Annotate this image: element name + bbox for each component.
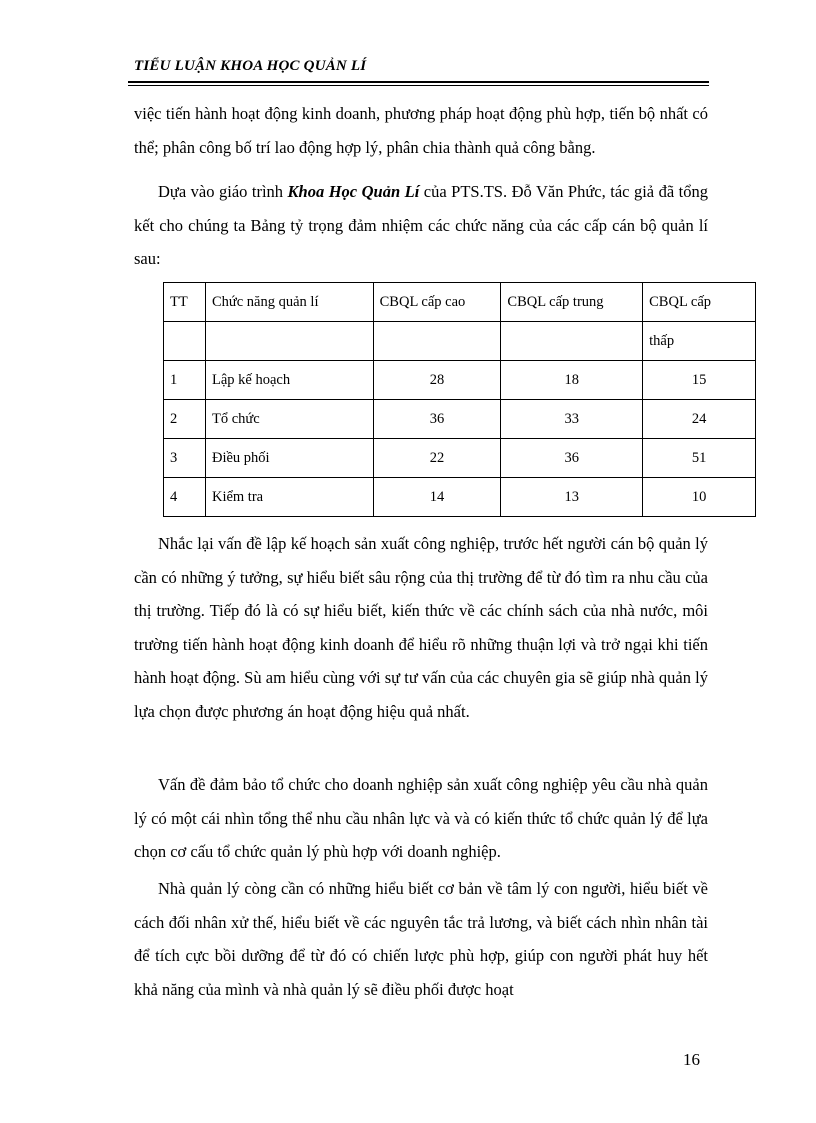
header-rule-secondary	[128, 85, 709, 86]
table-cell: 10	[643, 478, 756, 517]
table-header-cell: Chức năng quản lí	[205, 283, 373, 322]
page-number: 16	[683, 1050, 700, 1069]
paragraph-planning: Nhắc lại vấn đề lập kế hoạch sản xuất công nghiệp, trước hết người cán bộ quản lý cần có những ý tưởng, sự hiểu biết sâu rộng của thị trường để từ đó tìm ra nhu cầu của thị trường. Tiếp đó là có sự hiểu biết, kiến thức về các chính sách của nhà nước, môi trường tiến hành hoạt động kinh doanh để hiểu rõ những thuận lợi và trở ngại khi tiến hành hoạt động. Sù am hiểu cùng với sự tư vấn của các chuyên gia sẽ giúp nhà quản lý lựa chọn được phương án hoạt động hiệu quả nhất.	[134, 534, 708, 721]
table-row	[164, 478, 756, 517]
table-header-cell: CBQL cấp	[643, 283, 756, 322]
paragraph-intro-text: Dựa vào giáo trình	[158, 182, 288, 201]
table-cell: 22	[373, 439, 501, 478]
table-row	[164, 400, 756, 439]
table-cell: 51	[643, 439, 756, 478]
paragraph-continuation: việc tiến hành hoạt động kinh doanh, phương pháp hoạt động phù hợp, tiến bộ nhất có thể; phân công bố trí lao động hợp lý, phân chia thành quả công bằng.	[134, 104, 708, 157]
table-cell: Kiểm tra	[205, 478, 373, 517]
table-header-cell: CBQL cấp trung	[501, 283, 643, 322]
table-header-cell: TT	[164, 283, 206, 322]
table-header-row	[164, 283, 756, 322]
table-cell: 4	[164, 478, 206, 517]
table-cell-empty	[164, 322, 206, 361]
table-cell-empty	[373, 322, 501, 361]
management-functions-table	[163, 282, 756, 517]
table-cell: 36	[501, 439, 643, 478]
table-cell: 14	[373, 478, 501, 517]
table-cell: 1	[164, 361, 206, 400]
table-cell-empty	[501, 322, 643, 361]
table-cell: 36	[373, 400, 501, 439]
table-cell: 33	[501, 400, 643, 439]
paragraph-coordinating: Nhà quản lý còng cần có những hiểu biết cơ bản về tâm lý con người, hiểu biết về cách đối nhân xử thế, hiểu biết về các nguyên tắc trả lương, và biết cách nhìn nhân tài để tích cực bồi dưỡng để từ đó có chiến lược phù hợp, giúp con người phát huy hết khả năng của mình và nhà quản lý sẽ điều phối được hoạt	[134, 879, 708, 999]
table-cell: Lập kế hoạch	[205, 361, 373, 400]
table-cell: 28	[373, 361, 501, 400]
table-cell: 18	[501, 361, 643, 400]
book-title: Khoa Học Quản Lí	[287, 182, 420, 201]
table-cell: 13	[501, 478, 643, 517]
page-header-title: TIỂU LUẬN KHOA HỌC QUẢN LÍ	[134, 58, 367, 74]
paragraph-intro-table	[134, 175, 708, 276]
table-cell: 15	[643, 361, 756, 400]
table-cell-empty	[205, 322, 373, 361]
table-cell: Điều phối	[205, 439, 373, 478]
header-rule	[128, 81, 709, 83]
table-header-row-cont	[164, 322, 756, 361]
table-cell: 2	[164, 400, 206, 439]
table-cell: 3	[164, 439, 206, 478]
table-header-cell: CBQL cấp cao	[373, 283, 501, 322]
table-cell: 24	[643, 400, 756, 439]
table-row	[164, 361, 756, 400]
paragraph-intro-text-end: của PTS.TS. Đỗ Văn Phức, tác giả đã tổng kết cho chúng ta Bảng tỷ trọng đảm nhiệm các chức năng của các cấp cán bộ quản lí sau:	[134, 182, 709, 268]
table-row	[164, 439, 756, 478]
table-header-cell: thấp	[643, 322, 756, 361]
table-cell: Tổ chức	[205, 400, 373, 439]
paragraph-organizing: Vấn đề đảm bảo tổ chức cho doanh nghiệp sản xuất công nghiệp yêu cầu nhà quản lý có một cái nhìn tổng thể nhu cầu nhân lực và và có kiến thức tổ chức quản lý để lựa chọn cơ cấu tổ chức quản lý phù hợp với doanh nghiệp.	[134, 775, 708, 861]
